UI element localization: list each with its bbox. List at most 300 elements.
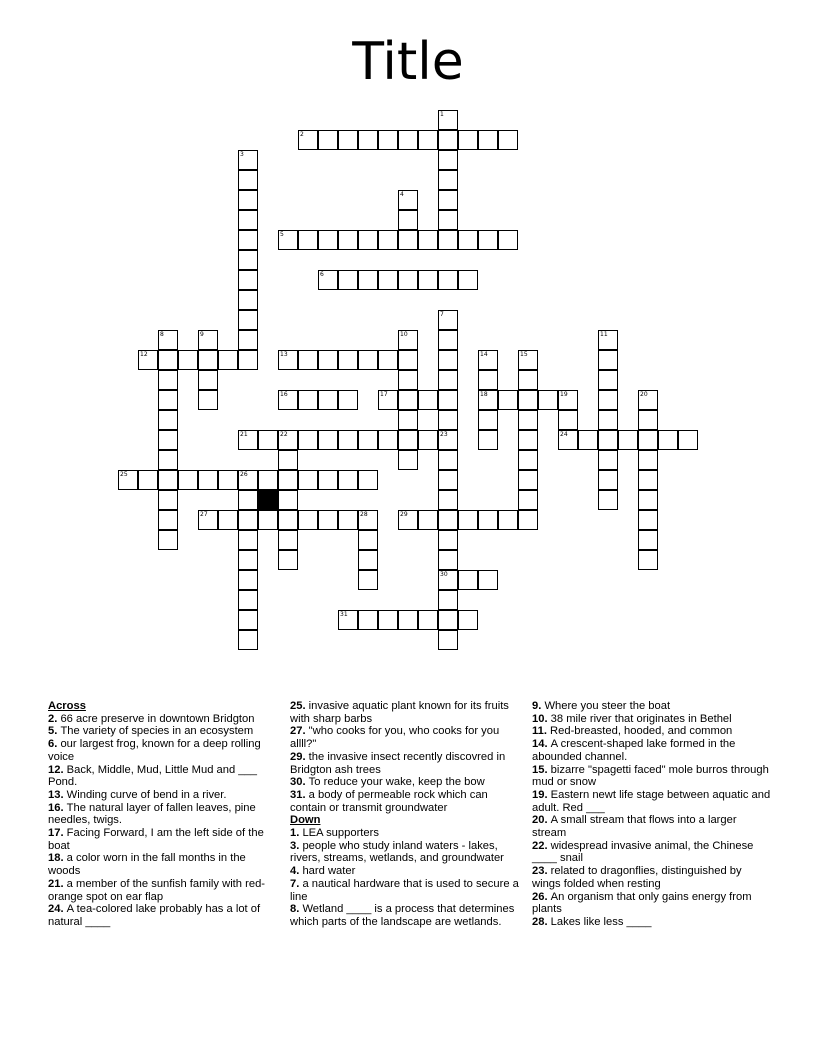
clue-number: 21 <box>240 431 248 438</box>
grid-cell[interactable] <box>338 510 358 530</box>
clue-number: 3 <box>240 151 244 158</box>
across-clue <box>48 827 278 852</box>
grid-cell[interactable] <box>278 390 298 410</box>
clue-number-label: 11. <box>532 725 551 738</box>
grid-cell[interactable] <box>518 450 538 470</box>
clue-text: LEA supporters <box>302 827 379 840</box>
grid-cell[interactable] <box>378 270 398 290</box>
grid-cell[interactable] <box>338 350 358 370</box>
grid-cell[interactable] <box>318 270 338 290</box>
grid-cell[interactable] <box>158 390 178 410</box>
grid-cell[interactable] <box>338 610 358 630</box>
across-clue <box>290 725 520 750</box>
clue-text: To reduce your wake, keep the bow <box>308 776 485 789</box>
grid-cell[interactable] <box>278 350 298 370</box>
grid-cell[interactable] <box>318 230 338 250</box>
grid-cell[interactable] <box>598 370 618 390</box>
clue-number-label: 24. <box>48 903 67 916</box>
grid-cell[interactable] <box>238 350 258 370</box>
clue-text: Facing Forward, I am the left side of the boat <box>48 827 264 852</box>
grid-cell[interactable] <box>318 510 338 530</box>
clue-text: "who cooks for you, who cooks for you allll?" <box>290 725 500 751</box>
grid-cell[interactable] <box>238 270 258 290</box>
grid-cell[interactable] <box>518 470 538 490</box>
grid-cell[interactable] <box>518 490 538 510</box>
grid-cell[interactable] <box>478 390 498 410</box>
grid-cell[interactable] <box>418 270 438 290</box>
grid-cell[interactable] <box>458 570 478 590</box>
grid-cell[interactable] <box>578 430 598 450</box>
across-clue <box>48 852 278 877</box>
grid-cell[interactable] <box>338 270 358 290</box>
grid-cell[interactable] <box>238 430 258 450</box>
grid-cell[interactable] <box>338 130 358 150</box>
grid-cell[interactable] <box>238 470 258 490</box>
clue-number: 10 <box>400 331 408 338</box>
grid-cell[interactable] <box>618 430 638 450</box>
clue-text: widespread invasive animal, the Chinese ____ snail <box>532 839 754 865</box>
clue-number: 31 <box>340 611 348 618</box>
down-clue <box>290 865 520 878</box>
grid-cell[interactable] <box>338 430 358 450</box>
grid-cell[interactable] <box>598 330 618 350</box>
clue-number-label: 19. <box>532 788 551 801</box>
down-clue-list-part-1 <box>290 827 520 929</box>
grid-cell[interactable] <box>238 570 258 590</box>
down-clue <box>532 840 772 865</box>
grid-cell[interactable] <box>238 510 258 530</box>
grid-cell[interactable] <box>218 510 238 530</box>
clue-text: A crescent-shaped lake formed in the abounded channel. <box>532 738 736 763</box>
grid-cell[interactable] <box>158 350 178 370</box>
grid-cell[interactable] <box>158 490 178 510</box>
grid-cell[interactable] <box>138 470 158 490</box>
clue-number-label: 21. <box>48 877 67 890</box>
clue-number-label: 1. <box>290 827 303 840</box>
grid-cell[interactable] <box>358 470 378 490</box>
grid-cell[interactable] <box>238 310 258 330</box>
clue-number: 4 <box>400 191 404 198</box>
grid-cell[interactable] <box>378 350 398 370</box>
clue-text: 38 mile river that originates in Bethel <box>550 712 732 725</box>
clue-text: Lakes like less ____ <box>550 915 652 928</box>
clue-text: Red-breasted, hooded, and common <box>550 725 733 738</box>
down-clue <box>532 865 772 890</box>
grid-cell[interactable] <box>198 510 218 530</box>
clue-number-label: 16. <box>48 801 67 814</box>
grid-cell[interactable] <box>158 410 178 430</box>
grid-cell[interactable] <box>278 430 298 450</box>
grid-cell[interactable] <box>278 510 298 530</box>
grid-cell[interactable] <box>418 130 438 150</box>
grid-cell[interactable] <box>298 510 318 530</box>
grid-cell[interactable] <box>238 590 258 610</box>
clue-number-label: 4. <box>290 865 303 878</box>
grid-cell[interactable] <box>438 570 458 590</box>
clue-text: 66 acre preserve in downtown Bridgton <box>60 712 255 725</box>
grid-cell[interactable] <box>338 390 358 410</box>
grid-cell[interactable] <box>638 490 658 510</box>
grid-cell[interactable] <box>418 610 438 630</box>
clue-text: our largest frog, known for a deep rolling voice <box>48 738 261 763</box>
grid-cell[interactable] <box>278 230 298 250</box>
clue-text: The variety of species in an ecosystem <box>60 725 254 738</box>
grid-cell[interactable] <box>438 390 458 410</box>
grid-cell[interactable] <box>458 510 478 530</box>
grid-cell[interactable] <box>278 550 298 570</box>
grid-cell[interactable] <box>538 390 558 410</box>
grid-cell[interactable] <box>598 350 618 370</box>
grid-cell[interactable] <box>438 330 458 350</box>
clue-text: a member of the sunfish family with red-orange spot on ear flap <box>48 877 266 903</box>
grid-cell[interactable] <box>358 550 378 570</box>
grid-cell[interactable] <box>398 350 418 370</box>
clue-number-label: 25. <box>290 700 309 712</box>
clue-text: Winding curve of bend in a river. <box>66 788 227 801</box>
clue-text: a nautical hardware that is used to secure a line <box>290 877 519 903</box>
grid-cell[interactable] <box>138 350 158 370</box>
grid-cell[interactable] <box>198 370 218 390</box>
grid-cell[interactable] <box>638 430 658 450</box>
grid-cell[interactable] <box>558 430 578 450</box>
clue-number: 14 <box>480 351 488 358</box>
grid-cell[interactable] <box>358 270 378 290</box>
blocked-cell <box>258 490 278 510</box>
clue-number-label: 27. <box>290 725 309 738</box>
grid-cell[interactable] <box>478 350 498 370</box>
down-clue-list-part-2 <box>532 700 772 929</box>
grid-cell[interactable] <box>238 250 258 270</box>
grid-cell[interactable] <box>418 510 438 530</box>
grid-cell[interactable] <box>438 430 458 450</box>
grid-cell[interactable] <box>518 430 538 450</box>
grid-cell[interactable] <box>158 530 178 550</box>
grid-cell[interactable] <box>258 510 278 530</box>
grid-cell[interactable] <box>438 310 458 330</box>
grid-cell[interactable] <box>358 350 378 370</box>
grid-cell[interactable] <box>438 350 458 370</box>
clue-number-label: 8. <box>290 903 303 916</box>
grid-cell[interactable] <box>478 410 498 430</box>
clue-text: A tea-colored lake probably has a lot of natural ____ <box>48 903 261 928</box>
grid-cell[interactable] <box>198 470 218 490</box>
clue-number: 20 <box>640 391 648 398</box>
clue-number-label: 29. <box>290 750 309 763</box>
grid-cell[interactable] <box>478 430 498 450</box>
grid-cell[interactable] <box>418 230 438 250</box>
grid-cell[interactable] <box>458 270 478 290</box>
grid-cell[interactable] <box>438 530 458 550</box>
grid-cell[interactable] <box>638 550 658 570</box>
clue-number: 17 <box>380 391 388 398</box>
grid-cell[interactable] <box>638 530 658 550</box>
down-heading: Down <box>290 814 321 827</box>
down-clue <box>290 840 520 865</box>
clues-column-2 <box>290 700 520 929</box>
clue-number-label: 17. <box>48 827 67 840</box>
grid-cell[interactable] <box>498 390 518 410</box>
grid-cell[interactable] <box>318 130 338 150</box>
clue-number-label: 22. <box>532 839 551 852</box>
grid-cell[interactable] <box>558 390 578 410</box>
down-clue <box>532 764 772 789</box>
grid-cell[interactable] <box>218 350 238 370</box>
clue-number: 30 <box>440 571 448 578</box>
grid-cell[interactable] <box>418 430 438 450</box>
across-clue <box>48 764 278 789</box>
grid-cell[interactable] <box>238 530 258 550</box>
grid-cell[interactable] <box>438 170 458 190</box>
clue-text: a color worn in the fall months in the woods <box>48 852 246 878</box>
grid-cell[interactable] <box>598 490 618 510</box>
grid-cell[interactable] <box>498 510 518 530</box>
grid-cell[interactable] <box>338 470 358 490</box>
clue-number-label: 13. <box>48 788 67 801</box>
grid-cell[interactable] <box>438 110 458 130</box>
clue-number: 22 <box>280 431 288 438</box>
grid-cell[interactable] <box>438 410 458 430</box>
grid-cell[interactable] <box>398 410 418 430</box>
grid-cell[interactable] <box>518 390 538 410</box>
clue-text: invasive aquatic plant known for its fruits with sharp barbs <box>290 700 509 725</box>
grid-cell[interactable] <box>438 230 458 250</box>
grid-cell[interactable] <box>478 230 498 250</box>
grid-cell[interactable] <box>238 150 258 170</box>
down-clue <box>532 814 772 839</box>
clue-text: people who study inland waters - lakes, rivers, streams, wetlands, and groundwater <box>290 839 504 865</box>
grid-cell[interactable] <box>438 610 458 630</box>
grid-cell[interactable] <box>378 230 398 250</box>
grid-cell[interactable] <box>198 350 218 370</box>
grid-cell[interactable] <box>278 490 298 510</box>
across-clue <box>290 789 520 814</box>
clue-text: the invasive insect recently discovred in Bridgton ash trees <box>290 750 506 776</box>
grid-cell[interactable] <box>518 410 538 430</box>
across-clue <box>290 751 520 776</box>
grid-cell[interactable] <box>518 510 538 530</box>
grid-cell[interactable] <box>598 470 618 490</box>
grid-cell[interactable] <box>678 430 698 450</box>
clue-number: 23 <box>440 431 448 438</box>
grid-cell[interactable] <box>558 410 578 430</box>
grid-cell[interactable] <box>238 330 258 350</box>
grid-cell[interactable] <box>158 510 178 530</box>
grid-cell[interactable] <box>118 470 138 490</box>
grid-cell[interactable] <box>178 350 198 370</box>
clues-column-3 <box>532 700 772 929</box>
grid-cell[interactable] <box>458 130 478 150</box>
grid-cell[interactable] <box>398 510 418 530</box>
grid-cell[interactable] <box>238 550 258 570</box>
clue-number: 13 <box>280 351 288 358</box>
grid-cell[interactable] <box>438 190 458 210</box>
grid-cell[interactable] <box>438 210 458 230</box>
clue-number: 25 <box>120 471 128 478</box>
grid-cell[interactable] <box>438 550 458 570</box>
grid-cell[interactable] <box>278 470 298 490</box>
clue-number-label: 10. <box>532 712 551 725</box>
grid-cell[interactable] <box>398 270 418 290</box>
grid-cell[interactable] <box>158 330 178 350</box>
clues-column-1 <box>48 700 278 929</box>
grid-cell[interactable] <box>438 370 458 390</box>
grid-cell[interactable] <box>198 390 218 410</box>
grid-cell[interactable] <box>358 130 378 150</box>
clue-number: 2 <box>300 131 304 138</box>
clue-number-label: 26. <box>532 890 551 903</box>
grid-cell[interactable] <box>598 430 618 450</box>
grid-cell[interactable] <box>458 230 478 250</box>
grid-cell[interactable] <box>438 470 458 490</box>
grid-cell[interactable] <box>498 130 518 150</box>
grid-cell[interactable] <box>438 590 458 610</box>
clue-number-label: 12. <box>48 763 67 776</box>
grid-cell[interactable] <box>238 290 258 310</box>
grid-cell[interactable] <box>158 430 178 450</box>
grid-cell[interactable] <box>498 230 518 250</box>
clue-text: related to dragonflies, distinguished by wings folded when resting <box>532 865 742 890</box>
grid-cell[interactable] <box>418 390 438 410</box>
grid-cell[interactable] <box>518 350 538 370</box>
grid-cell[interactable] <box>638 390 658 410</box>
grid-cell[interactable] <box>398 610 418 630</box>
clue-number: 12 <box>140 351 148 358</box>
grid-cell[interactable] <box>458 610 478 630</box>
grid-cell[interactable] <box>598 410 618 430</box>
grid-cell[interactable] <box>298 230 318 250</box>
grid-cell[interactable] <box>238 630 258 650</box>
grid-cell[interactable] <box>398 230 418 250</box>
grid-cell[interactable] <box>598 450 618 470</box>
grid-cell[interactable] <box>638 470 658 490</box>
grid-cell[interactable] <box>438 510 458 530</box>
grid-cell[interactable] <box>658 430 678 450</box>
grid-cell[interactable] <box>258 430 278 450</box>
across-clue-list-part-2 <box>290 700 520 814</box>
across-clue <box>48 738 278 763</box>
clue-number: 24 <box>560 431 568 438</box>
grid-cell[interactable] <box>478 570 498 590</box>
grid-cell[interactable] <box>238 190 258 210</box>
clue-number-label: 31. <box>290 788 309 801</box>
clue-number: 27 <box>200 511 208 518</box>
grid-cell[interactable] <box>338 230 358 250</box>
grid-cell[interactable] <box>358 610 378 630</box>
grid-cell[interactable] <box>298 390 318 410</box>
clue-text: The natural layer of fallen leaves, pine needles, twigs. <box>48 801 256 827</box>
grid-cell[interactable] <box>298 350 318 370</box>
grid-cell[interactable] <box>298 130 318 150</box>
across-clue <box>48 789 278 802</box>
across-clue <box>48 878 278 903</box>
grid-cell[interactable] <box>478 370 498 390</box>
grid-cell[interactable] <box>438 150 458 170</box>
clue-number-label: 28. <box>532 915 551 928</box>
grid-cell[interactable] <box>238 170 258 190</box>
clue-text: a body of permeable rock which can contain or transmit groundwater <box>290 788 488 814</box>
grid-cell[interactable] <box>438 630 458 650</box>
grid-cell[interactable] <box>238 230 258 250</box>
clue-text: Where you steer the boat <box>544 700 671 712</box>
grid-cell[interactable] <box>238 490 258 510</box>
grid-cell[interactable] <box>358 570 378 590</box>
clue-number: 29 <box>400 511 408 518</box>
grid-cell[interactable] <box>298 470 318 490</box>
puzzle-title: Title <box>352 32 464 92</box>
grid-cell[interactable] <box>638 410 658 430</box>
grid-cell[interactable] <box>398 210 418 230</box>
clue-number: 26 <box>240 471 248 478</box>
grid-cell[interactable] <box>638 510 658 530</box>
grid-cell[interactable] <box>478 510 498 530</box>
grid-cell[interactable] <box>398 370 418 390</box>
grid-cell[interactable] <box>318 430 338 450</box>
grid-cell[interactable] <box>378 390 398 410</box>
clue-number: 28 <box>360 511 368 518</box>
clue-text: A small stream that flows into a larger stream <box>532 814 737 840</box>
clue-number-label: 18. <box>48 852 67 865</box>
grid-cell[interactable] <box>398 450 418 470</box>
grid-cell[interactable] <box>318 390 338 410</box>
grid-cell[interactable] <box>198 330 218 350</box>
grid-cell[interactable] <box>598 390 618 410</box>
grid-cell[interactable] <box>378 610 398 630</box>
grid-cell[interactable] <box>358 430 378 450</box>
grid-cell[interactable] <box>398 430 418 450</box>
grid-cell[interactable] <box>378 130 398 150</box>
grid-cell[interactable] <box>158 470 178 490</box>
grid-cell[interactable] <box>478 130 498 150</box>
clue-number: 18 <box>480 391 488 398</box>
grid-cell[interactable] <box>398 390 418 410</box>
grid-cell[interactable] <box>638 450 658 470</box>
down-clue <box>290 903 520 928</box>
grid-cell[interactable] <box>158 370 178 390</box>
grid-cell[interactable] <box>438 490 458 510</box>
grid-cell[interactable] <box>278 530 298 550</box>
grid-cell[interactable] <box>378 430 398 450</box>
across-clue <box>48 802 278 827</box>
grid-cell[interactable] <box>398 190 418 210</box>
grid-cell[interactable] <box>438 270 458 290</box>
grid-cell[interactable] <box>258 470 278 490</box>
grid-cell[interactable] <box>398 330 418 350</box>
grid-cell[interactable] <box>238 210 258 230</box>
grid-cell[interactable] <box>358 510 378 530</box>
grid-cell[interactable] <box>358 530 378 550</box>
grid-cell[interactable] <box>238 610 258 630</box>
grid-cell[interactable] <box>298 430 318 450</box>
across-clue <box>48 903 278 928</box>
clue-number-label: 3. <box>290 839 303 852</box>
grid-cell[interactable] <box>318 470 338 490</box>
grid-cell[interactable] <box>398 130 418 150</box>
grid-cell[interactable] <box>318 350 338 370</box>
clue-number-label: 20. <box>532 814 551 827</box>
grid-cell[interactable] <box>438 450 458 470</box>
clue-number: 7 <box>440 311 444 318</box>
grid-cell[interactable] <box>278 450 298 470</box>
grid-cell[interactable] <box>438 130 458 150</box>
across-clue <box>48 713 278 726</box>
across-clue-list-part-1 <box>48 713 278 929</box>
grid-cell[interactable] <box>178 470 198 490</box>
grid-cell[interactable] <box>218 470 238 490</box>
grid-cell[interactable] <box>358 230 378 250</box>
grid-cell[interactable] <box>158 450 178 470</box>
clue-text: Wetland ____ is a process that determines which parts of the landscape are wetlands. <box>290 903 515 928</box>
grid-cell[interactable] <box>518 370 538 390</box>
